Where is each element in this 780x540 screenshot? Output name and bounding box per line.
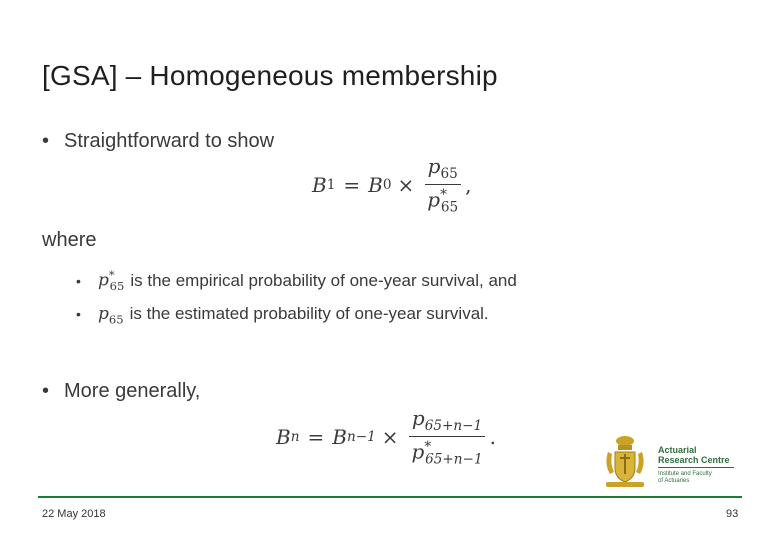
math-subscript: 65+n−1: [424, 418, 483, 434]
math-subscript: 65: [109, 279, 125, 294]
math-symbol: B: [332, 424, 347, 449]
logo-line: Research Centre: [658, 454, 730, 465]
math-subscript: 65+n−1: [425, 451, 483, 468]
math-symbol: p: [427, 154, 441, 178]
sub-bullet-item: [76, 268, 517, 293]
footer-divider: [38, 496, 742, 498]
slide-title: [GSA] – Homogeneous membership: [42, 60, 498, 91]
math-punctuation: ,: [465, 172, 472, 197]
fraction-denominator: [424, 185, 461, 216]
coat-of-arms-icon: [598, 434, 652, 495]
math-subscript: 1: [326, 176, 336, 193]
math-symbol: B: [312, 172, 327, 197]
arc-logo: [598, 434, 734, 495]
math-subscript: 65: [108, 312, 124, 327]
fraction-numerator: [409, 406, 485, 437]
sub-bullet-text: is the estimated probability of one-year survival.: [129, 304, 489, 323]
math-operator: =: [307, 424, 325, 449]
math-subscript: 0: [382, 176, 392, 193]
fraction-numerator: [425, 154, 461, 185]
sub-bullet-text: is the empirical probability of one-year survival, and: [130, 270, 517, 290]
bullet-dot: •: [42, 380, 50, 402]
math-subscript: n: [290, 428, 300, 445]
math-symbol: p: [98, 270, 109, 291]
footer-date: 22 May 2018: [42, 508, 106, 520]
inline-math: [98, 304, 124, 326]
fraction-denominator: [409, 437, 486, 468]
logo-text: [658, 445, 734, 485]
bullet-item: [42, 380, 200, 403]
math-operator: ×: [397, 172, 415, 197]
math-symbol: B: [368, 172, 383, 197]
math-operator: ×: [381, 424, 399, 449]
fraction: [424, 154, 461, 216]
math-superscript: *: [424, 439, 432, 455]
equation-bn: [276, 406, 496, 468]
sub-bullet-dot: •: [76, 272, 81, 289]
math-subscript: 65: [440, 166, 458, 182]
bullet-dot: •: [42, 130, 50, 152]
logo-line: Actuarial: [658, 444, 697, 455]
where-label: where: [42, 229, 97, 251]
sub-bullet-dot: •: [76, 306, 81, 322]
sub-bullet-item: [76, 304, 489, 326]
math-symbol: p: [411, 439, 425, 464]
bullet-text: Straightforward to show: [64, 130, 275, 152]
math-operator: =: [343, 172, 361, 197]
bullet-text: More generally,: [64, 380, 201, 402]
inline-math: [98, 268, 124, 293]
math-superscript: *: [440, 187, 447, 203]
math-subscript: n−1: [346, 428, 376, 445]
math-symbol: p: [411, 406, 425, 430]
math-symbol: p: [427, 187, 441, 212]
logo-divider: [658, 467, 734, 468]
math-superscript: *: [108, 268, 115, 282]
logo-line: Institute and Faculty: [658, 470, 712, 477]
math-subscript: 65: [440, 199, 459, 216]
page-number: 93: [726, 508, 739, 520]
bullet-item: [42, 130, 274, 153]
math-punctuation: .: [489, 424, 496, 449]
fraction: [409, 406, 486, 468]
math-symbol: p: [98, 304, 109, 324]
logo-line: of Actuaries: [658, 477, 690, 484]
math-symbol: B: [276, 424, 291, 449]
equation-b1: [312, 154, 472, 216]
